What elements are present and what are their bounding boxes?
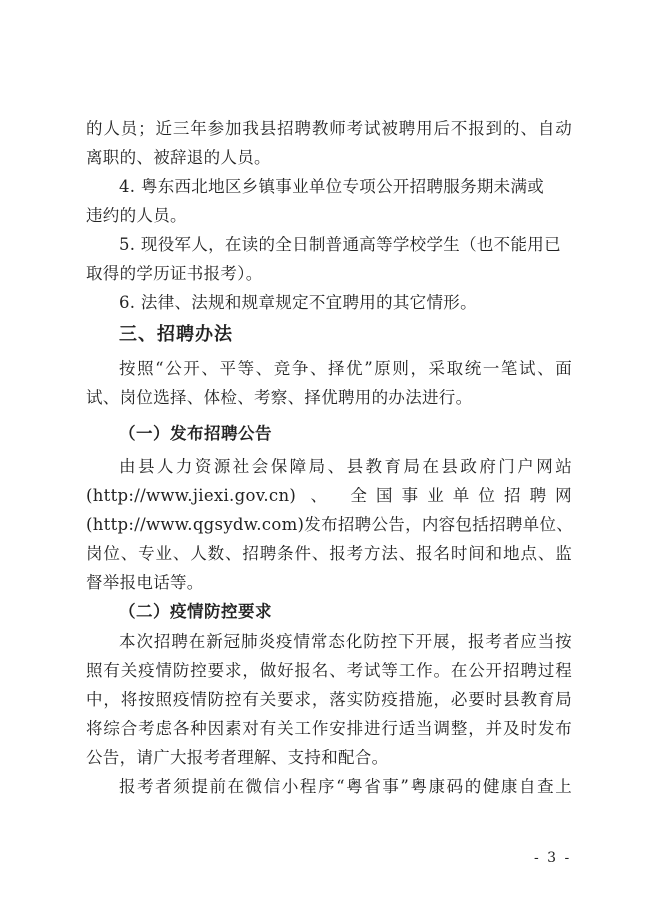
- subsection-paragraph: [86, 452, 572, 597]
- text-line: (http://www.qgsydw.com)发布招聘公告，内容包括招聘单位、: [86, 515, 574, 534]
- text-line: 5. 现役军人，在读的全日制普通高等学校学生（也不能用已: [119, 235, 561, 254]
- text-line: 由县人力资源社会保障局、县教育局在县政府门户网站: [119, 457, 572, 476]
- text-line: (http://www.jiexi.gov.cn) 、 全国事业单位招聘网: [86, 486, 572, 505]
- subsection-heading: （二）疫情防控要求: [119, 602, 272, 621]
- section-paragraph: [86, 354, 572, 412]
- text-line: 督举报电话等。: [86, 573, 204, 592]
- text-line: 岗位、专业、人数、招聘条件、报考方法、报名时间和地点、监: [86, 544, 572, 563]
- text-line: 按照“公开、平等、竞争、择优”原则，采取统一笔试、面: [119, 359, 572, 378]
- list-item-4: [86, 172, 572, 230]
- text-line: 6. 法律、法规和规章规定不宜聘用的其它情形。: [119, 293, 477, 312]
- text-line: 的人员；近三年参加我县招聘教师考试被聘用后不报到的、自动: [86, 119, 572, 138]
- text-line: 报考者须提前在微信小程序“粤省事”粤康码的健康自查上: [119, 777, 572, 796]
- text-line: 试、岗位选择、体检、考察、择优聘用的办法进行。: [86, 388, 473, 407]
- text-line: 本次招聘在新冠肺炎疫情常态化防控下开展，报考者应当按: [119, 632, 572, 651]
- subsection-paragraph: [86, 627, 572, 772]
- page-number: - 3 -: [534, 850, 572, 866]
- list-item-5: [86, 230, 572, 288]
- text-line: 中，将按照疫情防控有关要求，落实防疫措施，必要时县教育局: [86, 690, 572, 709]
- text-line: 公告，请广大报考者理解、支持和配合。: [86, 748, 389, 767]
- text-line: 离职的、被辞退的人员。: [86, 148, 271, 167]
- text-line: 照有关疫情防控要求，做好报名、考试等工作。在公开招聘过程: [86, 661, 572, 680]
- list-item-6: [86, 288, 572, 317]
- text-line: 4. 粤东西北地区乡镇事业单位专项公开招聘服务期未满或: [119, 177, 545, 196]
- subsection-paragraph: [86, 772, 572, 801]
- subsection-heading: （一）发布招聘公告: [119, 424, 272, 443]
- text-line: 取得的学历证书报考）。: [86, 264, 263, 283]
- section-heading: 三、招聘办法: [119, 324, 233, 345]
- text-line: 将综合考虑各种因素对有关工作安排进行适当调整，并及时发布: [86, 719, 572, 738]
- paragraph-continuation: [86, 114, 572, 172]
- text-line: 违约的人员。: [86, 206, 187, 225]
